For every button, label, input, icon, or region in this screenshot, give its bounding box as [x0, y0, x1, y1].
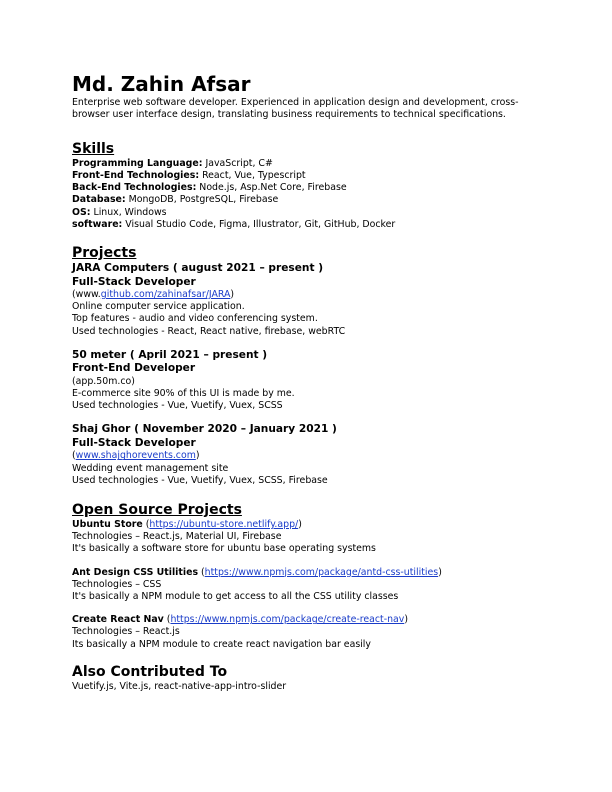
skill-row: Database: MongoDB, PostgreSQL, Firebase	[72, 194, 279, 206]
project-desc: Top features - audio and video conferencing system.	[72, 313, 318, 325]
project-tech: Used technologies - React, React native, firebase, webRTC	[72, 325, 346, 337]
skills-list	[72, 158, 542, 231]
oss-desc: It's basically a NPM module to get access to all the CSS utility classes	[72, 591, 399, 603]
oss-item	[72, 567, 542, 604]
summary: Enterprise web software developer. Experienced in application design and development, cross-browser user interface design, translating business requirements to technical specifications.	[72, 97, 519, 121]
oss-tech: Technologies – CSS	[72, 578, 162, 590]
oss-link[interactable]: https://www.npmjs.com/package/antd-css-utilities	[204, 566, 439, 578]
project-desc: E-commerce site 90% of this UI is made by me.	[72, 388, 295, 400]
oss-tech: Technologies – React.js	[72, 626, 180, 638]
project-link-line: (www.shajghorevents.com)	[72, 450, 200, 462]
project-link-line: (www.github.com/zahinafsar/JARA)	[72, 289, 235, 301]
candidate-name: Md. Zahin Afsar	[72, 72, 251, 96]
oss-title-line: Create React Nav (https://www.npmjs.com/package/create-react-nav)	[72, 614, 408, 626]
skill-row: Programming Language: JavaScript, C#	[72, 157, 273, 169]
project-title: Shaj Ghor ( November 2020 – January 2021 )	[72, 423, 337, 436]
project-desc: Online computer service application.	[72, 301, 245, 313]
project-link-line: (app.50m.co)	[72, 375, 135, 387]
project-item	[72, 423, 542, 487]
project-title: 50 meter ( April 2021 – present )	[72, 348, 268, 361]
projects-heading: Projects	[72, 245, 137, 262]
skill-row: Back-End Technologies: Node.js, Asp.Net Core, Firebase	[72, 182, 347, 194]
skills-heading: Skills	[72, 140, 115, 157]
project-desc: Wedding event management site	[72, 462, 229, 474]
contributed-list: Vuetify.js, Vite.js, react-native-app-intro-slider	[72, 680, 287, 692]
project-item	[72, 349, 542, 413]
open-source-heading: Open Source Projects	[72, 502, 242, 519]
oss-item	[72, 519, 542, 556]
project-link[interactable]: www.shajghorevents.com	[75, 450, 196, 462]
project-tech: Used technologies - Vue, Vuetify, Vuex, SCSS	[72, 400, 283, 412]
oss-desc: Its basically a NPM module to create react navigation bar easily	[72, 638, 371, 650]
contributed-heading: Also Contributed To	[72, 663, 228, 680]
oss-desc: It's basically a software store for ubuntu base operating systems	[72, 543, 376, 555]
oss-title-line: Ant Design CSS Utilities (https://www.npmjs.com/package/antd-css-utilities)	[72, 566, 442, 578]
oss-tech: Technologies – React.js, Material UI, Firebase	[72, 531, 282, 543]
project-role: Front-End Developer	[72, 362, 196, 375]
skill-row: software: Visual Studio Code, Figma, Illustrator, Git, GitHub, Docker	[72, 218, 396, 230]
skill-row: OS: Linux, Windows	[72, 206, 167, 218]
project-role: Full-Stack Developer	[72, 275, 196, 288]
project-link[interactable]: github.com/zahinafsar/JARA	[100, 289, 231, 301]
project-item	[72, 262, 542, 338]
resume-page	[72, 72, 542, 693]
skill-row: Front-End Technologies: React, Vue, Typescript	[72, 170, 306, 182]
oss-link[interactable]: https://ubuntu-store.netlify.app/	[149, 519, 299, 531]
oss-link[interactable]: https://www.npmjs.com/package/create-react-nav	[170, 614, 405, 626]
oss-item	[72, 614, 542, 651]
project-tech: Used technologies - Vue, Vuetify, Vuex, SCSS, Firebase	[72, 474, 328, 486]
project-title: JARA Computers ( august 2021 – present )	[72, 262, 324, 275]
oss-title-line: Ubuntu Store (https://ubuntu-store.netlify.app/)	[72, 519, 302, 531]
project-role: Full-Stack Developer	[72, 436, 196, 449]
